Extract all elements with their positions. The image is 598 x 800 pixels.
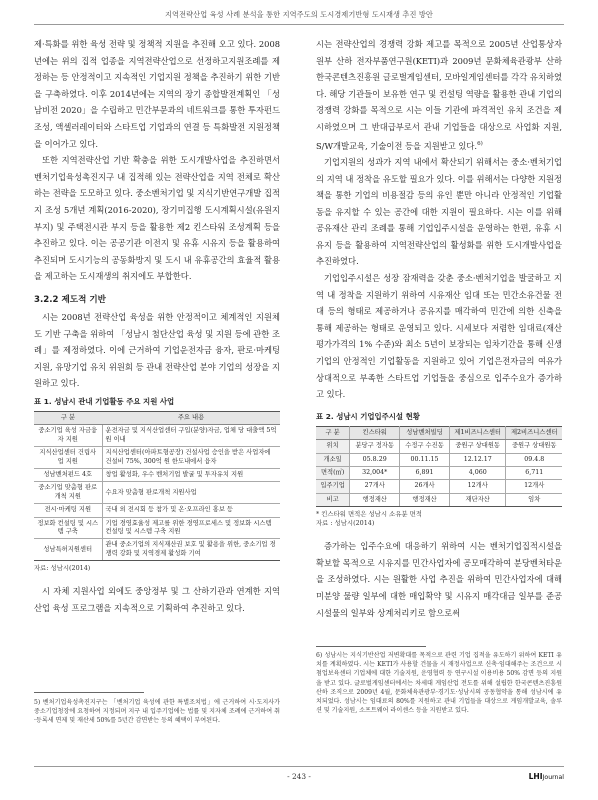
table-cell: 6,891	[400, 467, 450, 480]
table-1-source: 자료: 성남시(2014)	[34, 564, 91, 573]
running-header: 지역전략산업 육성 사례 분석을 통한 지역주도의 도시경제기반형 도시재생 추진 방안	[165, 10, 433, 19]
table-row	[316, 467, 562, 480]
table-cell: 지식산업센터 건립사업 지원	[34, 447, 102, 469]
table-cell: 05.8.29	[350, 453, 400, 466]
table-cell: 12개사	[506, 480, 562, 493]
table-row	[34, 425, 280, 447]
table-cell: 창업 활성화, 우수 벤처기업 발굴 및 투자유치 지원	[102, 468, 280, 481]
table-header-cell: 제1비즈니스센터	[449, 426, 506, 439]
table-cell: 국내 외 전시회 등 참가 및 온·오프라인 홍보 등	[102, 504, 280, 517]
table-row	[316, 453, 562, 466]
journal-logo	[529, 772, 564, 781]
right-column	[316, 36, 562, 621]
table-header-cell: 주요 내용	[102, 411, 280, 424]
table-cell: 비고	[316, 493, 350, 506]
table-row	[34, 539, 280, 561]
table-cell: 운전자금 및 지식산업센터 구입(분양)자금, 업체 당 대출액 5억원 이내	[102, 425, 280, 447]
right-paragraph-2: 기업지원의 성과가 지역 내에서 확산되기 위해서는 중소·벤처기업의 지역 내 정착을 유도할 필요가 있다. 이를 위해서는 다양한 지원정책을 통한 기업의 비용절감 등의 유인 뿐만 아니라 안정적인 기업활동을 유지할 수 있는 공간에 대한 지원이 필요하다. 시는 이를 위해 공유재산 관리 조례를 통해 기업입주시설을 운영하는 한편, 유휴 시유지 등을 활용하여 지역전략산업의 활성화를 위한 도시개발사업을 추진하였다.	[316, 156, 562, 267]
table-cell: 성남벤처펀드 4호	[34, 468, 102, 481]
page-number: - 243 -	[287, 772, 311, 781]
table-cell: 정보화 컨설팅 및 시스템 구축	[34, 517, 102, 539]
table-2	[316, 426, 562, 507]
table-cell: 00.11.15	[400, 453, 450, 466]
table-cell: 중소기업 맞춤형 판로개척 지원	[34, 482, 102, 504]
table-cell: 26개사	[400, 480, 450, 493]
left-paragraph-3: 시는 2008년 전략산업 육성을 위한 안정적이고 체계적인 지원체도 기반 구축을 위하여 「성남시 첨단산업 육성 및 지원 등에 관한 조례」를 제정하였다. 이에 근거하여 기업운전자금 융자, 판로·마케팅 지원, 유망기업 유치 위원회 등 관내 전략산업 분야 기업의 성장을 지원하고 있다.	[34, 311, 280, 389]
table-1-caption: 표 1. 성남시 관내 기업활동 주요 지원 사업	[34, 396, 175, 406]
table-cell: 관내 중소기업의 지식재산권 보호 및 활용을 위한, 중소기업 경쟁력 강화 및 지역경제 활성화 기여	[102, 539, 280, 561]
table-2-source: 자료 : 성남시(2014)	[316, 519, 375, 528]
table-cell: 지식산업센터(아파트형공장) 건설사업 승인을 받은 사업자에 건설비 75%, 300억 원 한도내에서 융자	[102, 447, 280, 469]
table-header-cell: 킨스타워	[350, 426, 400, 439]
table-cell: 32,004*	[350, 467, 400, 480]
table-cell: 09.4.8	[506, 453, 562, 466]
table-cell: 행정재산	[400, 493, 450, 506]
section-title: 3.2.2 제도적 기반	[34, 294, 106, 305]
table-header-cell: 성남벤처빌딩	[400, 426, 450, 439]
table-cell: 임차	[506, 493, 562, 506]
table-cell: 전시·마케팅 지원	[34, 504, 102, 517]
table-1	[34, 411, 280, 561]
table-row	[34, 517, 280, 539]
table-row	[34, 482, 280, 504]
right-footnote-rule	[316, 646, 426, 647]
table-cell: 기업 경영효율성 제고를 위한 경영프로세스 및 정보화 시스템 컨설팅 및 시스템 구축 지원	[102, 517, 280, 539]
left-paragraph-1: 제·특화를 위한 육성 전략 및 정책적 지원을 추진해 오고 있다. 2008년에는 위의 집적 업종을 지역전략산업으로 선정하고지원조례를 제정하는 등 안정적이고 지속적인 기업지원 정책을 추진하기 위한 기반을 구축하였다. 이후 2014년에는 지역의 장기 종합발전계획인 「성남비전 2020」을 수립하고 민간부문과의 네트워크를 통한 투자펀드 조성, 액셀러레이터와 스타트업 기업과의 연결 등 특화발전 지원정책을 이어가고 있다.	[34, 39, 280, 149]
left-column	[34, 36, 280, 616]
table-cell: 성남특허지원센터	[34, 539, 102, 561]
left-footnote: 5) 벤처기업육성촉진지구는 「벤처기업 육성에 관한 특별조치법」에 근거하여 시·도지사가 중소기업청장에 요청하여 지정되며 지구 내 입주기업에는 법률 및 지자체 조례에 근거하여 취·등록세 면제 및 재산세 50%를 5년간 감면받는 등의 혜택이 부여된다.	[34, 699, 280, 725]
table-header-cell: 구 분	[34, 411, 102, 424]
right-paragraph-3: 기업입주시설은 성장 잠재력을 갖춘 중소·벤처기업을 발굴하고 지역 내 정착을 지원하기 위하여 시유재산 임대 또는 민간소유건물 전대 등의 형태로 제공하거나 공유지를 매각하여 민간에 의한 신축을 통해 제공하는 형태로 운영되고 있다. 시세보다 저렴한 임대료(재산평가가격의 1% 수준)와 최소 5년이 보장되는 임차기간을 통해 신생 기업의 안정적인 기업활동을 지원하고 있어 기업은전자금의 여유가 상대적으로 부족한 스타트업 기업들을 중심으로 입주수요가 증가하고 있다.	[316, 273, 562, 400]
table-cell: 중원구 상대원동	[449, 440, 506, 453]
table-header-row	[316, 426, 562, 439]
table-2-note: * 킨스타워 면적은 성남시 소유분 면적	[316, 510, 422, 519]
table-cell: 4,060	[449, 467, 506, 480]
table-cell: 수요자 맞춤형 판로개척 지원사업	[102, 482, 280, 504]
table-cell: 개소일	[316, 453, 350, 466]
table-row	[316, 480, 562, 493]
table-row	[34, 447, 280, 469]
table-cell: 수정구 수진동	[400, 440, 450, 453]
right-footnote: 6) 성남시는 지식기반산업 저변확대를 목적으로 관련 기업 집적을 유도하기 위하여 KETI 유치를 계획하였다. 시는 KETI가 사용할 건물을 시 재정사업으로 신축·임대해주는 조건으로 시 첨업보육센터 기업체에 대한 기술지원, 운영협력 등 연구시설 이용비용 50% 감면 등의 지원을 받고 있다. 글로벌게임센터에서는 차세대 게임산업 전도를 위해 설립한 한국콘텐츠진흥원 산하 조직으로 2009년 4월, 문화체육관광부·경기도·성남시의 공동협약을 통해 성남시에 유치되었다. 성남시는 임대료의 80%를 지원하고 관내 기업들을 대상으로 게임개발교육, 솔루션 및 기술지원, 소프트웨어 라이센스 등을 지원받고 있다.	[316, 652, 562, 715]
right-paragraph-1-text: 시는 전략산업의 경쟁력 강화 제고를 목적으로 2005년 산업통상자원부 산하 전자부품연구원(KETI)과 2009년 문화체육관광부 산하 한국콘텐츠진흥원 글로벌게임센터, 모바일게임센터를 각각 유치하였다. 해당 기관들이 보유한 연구 및 컨설팅 역량을 활용한 관내 기업의 경쟁력 강화를 목적으로 시는 이들 기관에 파격적인 유치 조건을 제시하였으며 그 반대급부로서 관내 기업들을 대상으로 사업화 지원, S/W개발교육, 기술이전 등을 지원받고 있다.	[316, 39, 562, 151]
left-footnote-rule	[34, 692, 144, 693]
right-paragraph-4: 증가하는 입주수요에 대응하기 위하여 시는 벤처기업집적시설을 확보할 목적으로 시유지를 민간사업자에 공모매각하여 분당벤처타운을 조성하였다. 시는 원활한 사업 추진을 위하여 민간사업자에 대해 미분양 물량 일부에 대한 매입확약 및 시유지 매각대금 일부를 준공 시설물의 일부와 상계처리키로 함으로써	[316, 541, 562, 618]
table-row	[316, 493, 562, 506]
left-paragraph-4: 시 자체 지원사업 외에도 중앙정부 및 그 산하기관과 연계한 지역산업 육성 프로그램을 지속적으로 기획하여 추진하고 있다.	[34, 586, 280, 613]
footer-rule	[34, 766, 564, 767]
table-cell: 행정재산	[350, 493, 400, 506]
table-cell: 면적(㎡)	[316, 467, 350, 480]
table-row	[316, 440, 562, 453]
table-row	[34, 504, 280, 517]
table-cell: 분당구 정자동	[350, 440, 400, 453]
footnote-reference: 6)	[477, 140, 483, 147]
table-2-caption: 표 2. 성남시 기업입주시설 현황	[316, 411, 420, 421]
right-paragraph-1	[316, 36, 562, 154]
journal-word: Journal	[542, 774, 564, 781]
table-cell: 12개사	[449, 480, 506, 493]
table-cell: 6,711	[506, 467, 562, 480]
left-paragraph-2: 또한 지역전략산업 기반 확충을 위한 도시개발사업을 추진하면서 벤처기업육성촉진지구 내 집적해 있는 전략산업을 지역 전체로 확산하는 전략을 도모하고 있다. 중소벤처기업 및 지식기반연구개발 집적지 조성 5개년 계획(2016-2020), 장기미집행 도시계획시설(유원지 부지) 및 주택전시관 부지 등을 활용한 제2 킨스타워 조성계획 등을 추진하고 있다. 이는 공공기관 이전지 및 유휴 시유지 등을 활용하여 추진되며 도시기능의 공동화방지 및 도시 내 유휴공간의 효율적 활용을 제고하는 도시재생의 취지에도 부합한다.	[34, 155, 280, 282]
table-cell: 12.12.17	[449, 453, 506, 466]
table-header-cell: 구 분	[316, 426, 350, 439]
journal-brand: LHI	[528, 772, 543, 781]
table-cell: 위치	[316, 440, 350, 453]
table-cell: 입주기업	[316, 480, 350, 493]
table-cell: 중원구 상대원동	[506, 440, 562, 453]
table-header-row	[34, 411, 280, 424]
table-cell: 중소기업 육성 자금융자 지원	[34, 425, 102, 447]
table-row	[34, 468, 280, 481]
table-header-cell: 제2비즈니스센터	[506, 426, 562, 439]
header-rule	[34, 24, 564, 25]
table-cell: 27개사	[350, 480, 400, 493]
table-cell: 재단자산	[449, 493, 506, 506]
